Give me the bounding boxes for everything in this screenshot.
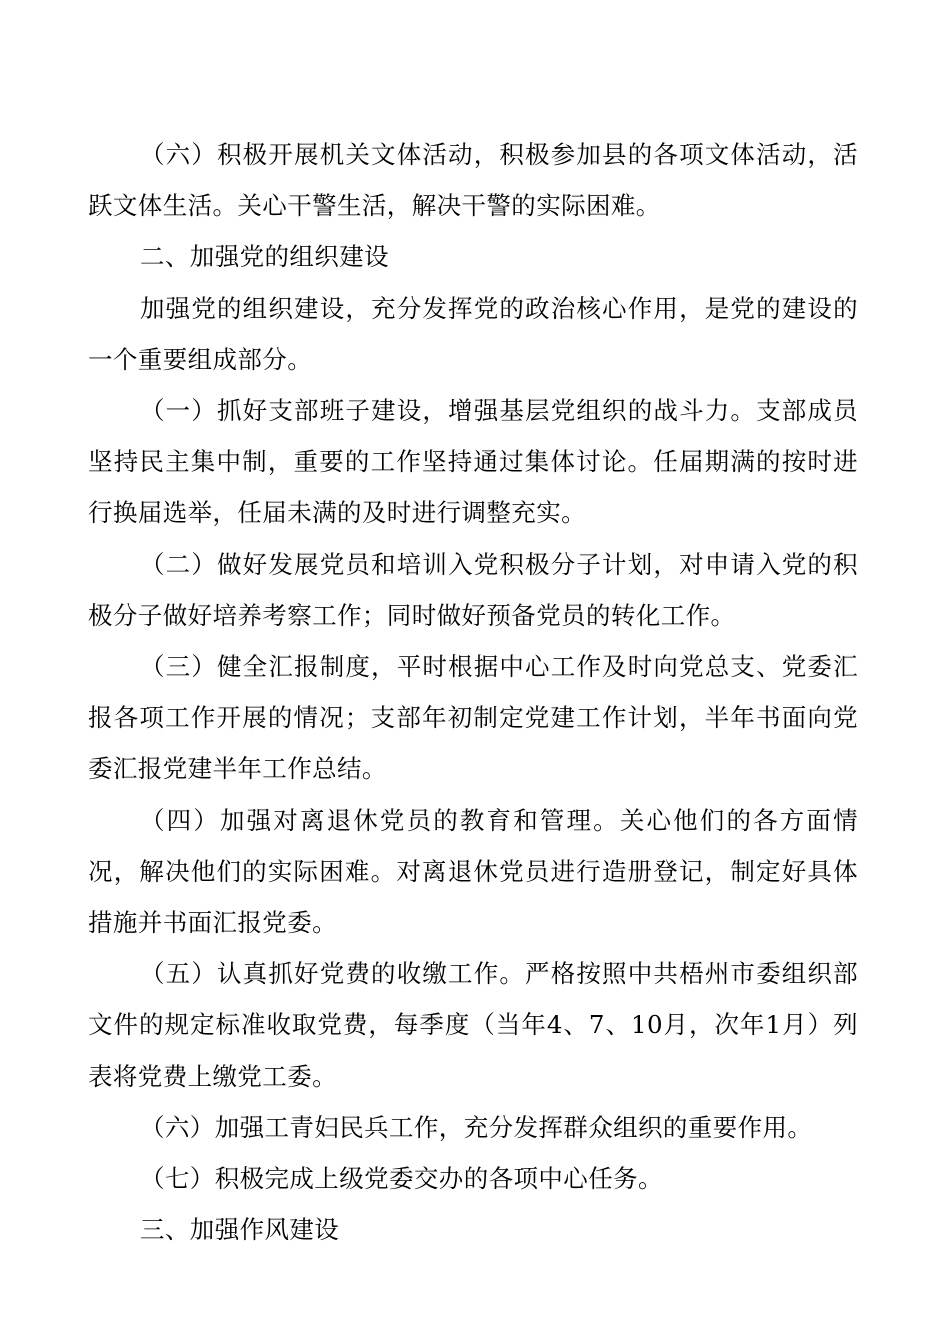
paragraph-item-2-member-development: （二）做好发展党员和培训入党积极分子计划，对申请入党的积极分子做好培养考察工作；同时做好预备党员的转化工作。 <box>88 549 858 630</box>
paragraph-item-6-mass-organizations: （六）加强工青妇民兵工作，充分发挥群众组织的重要作用。 <box>140 1112 813 1142</box>
paragraph-item-1-branch-team: （一）抓好支部班子建设，增强基层党组织的战斗力。支部成员坚持民主集中制，重要的工作坚持通过集体讨论。任届期满的按时进行换届选举，任届未满的及时进行调整充实。 <box>88 396 858 528</box>
paragraph-item-5-party-dues: （五）认真抓好党费的收缴工作。严格按照中共梧州市委组织部文件的规定标准收取党费，每季度（当年4、7、10月，次年1月）列表将党费上缴党工委。 <box>88 959 858 1091</box>
paragraph-item-3-reporting-system: （三）健全汇报制度，平时根据中心工作及时向党总支、党委汇报各项工作开展的情况；支部年初制定党建工作计划，半年书面向党委汇报党建半年工作总结。 <box>88 652 858 784</box>
paragraph-culture-activities: （六）积极开展机关文体活动，积极参加县的各项文体活动，活跃文体生活。关心干警生活，解决干警的实际困难。 <box>88 140 858 221</box>
paragraph-item-4-retired-members: （四）加强对离退休党员的教育和管理。关心他们的各方面情况，解决他们的实际困难。对离退休党员进行造册登记，制定好具体措施并书面汇报党委。 <box>88 805 858 938</box>
document-page <box>88 129 858 1255</box>
paragraph-item-7-central-tasks: （七）积极完成上级党委交办的各项中心任务。 <box>140 1164 663 1194</box>
section-heading-organization: 二、加强党的组织建设 <box>140 242 389 272</box>
paragraph-organization-intro: 加强党的组织建设，充分发挥党的政治核心作用，是党的建设的一个重要组成部分。 <box>88 293 858 374</box>
section-heading-work-style: 三、加强作风建设 <box>140 1215 340 1245</box>
